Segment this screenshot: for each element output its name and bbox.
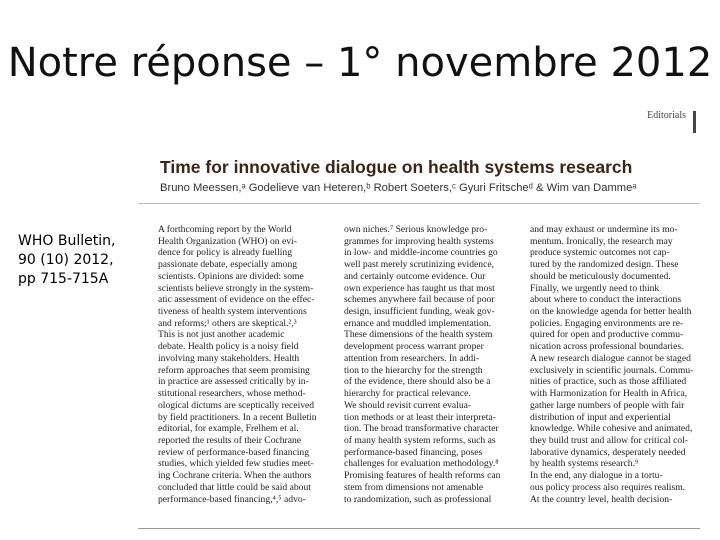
article-text-line: This is not just another academic — [158, 329, 285, 341]
citation-line-journal: WHO Bulletin, — [18, 233, 116, 249]
article-text-line: A forthcoming report by the World — [158, 224, 292, 235]
article-text-line: tion methods or at least their interpreta- — [344, 411, 496, 423]
article-text-line: they build trust and allow for critical col- — [530, 434, 688, 446]
article-text-line: and certainly outcome evidence. Our — [344, 270, 486, 282]
article-text-line: ernance and muddled implementation. — [344, 317, 492, 329]
article-text-line: and reforms;¹ others are skeptical.²,³ — [158, 317, 297, 329]
article-text-line: Promising features of health reforms can — [344, 470, 501, 482]
article-text-line: editorial, for example, Frelhem et al. — [158, 423, 299, 435]
article-text-line: reform approaches that seem promising — [158, 364, 310, 376]
article-text-line: passionate debate, especially among — [158, 259, 298, 271]
article-text-line: about where to conduct the interactions — [530, 294, 682, 306]
article-text-line: tured by the randomized design. These — [530, 259, 679, 271]
article-text-line: own niches.⁷ Serious knowledge pro- — [344, 224, 488, 235]
article-text-line: design, insufficient funding, weak gov- — [344, 306, 495, 318]
article-text-line: by field practitioners. In a recent Bulletin — [158, 411, 317, 423]
article-text-line: nication across professional boundaries. — [530, 341, 684, 353]
section-label: Editorials — [647, 110, 686, 121]
article-column-3 — [530, 224, 700, 505]
article-text-line: performance-based financing,⁴,⁵ advo- — [158, 493, 306, 505]
article-text-line: of the evidence, there should also be a — [344, 376, 491, 388]
article-text-line: exclusively in scientific journals. Commu- — [530, 364, 694, 376]
citation-line-volume: 90 (10) 2012, — [18, 252, 114, 268]
article-text-line: tion to the hierarchy for the strength — [344, 364, 483, 376]
article-text-line: ological dictums are sceptically received — [158, 399, 315, 411]
article-text-line: concluded that little could be said about — [158, 481, 311, 493]
article-text-line: by health systems research.⁹ — [530, 458, 639, 470]
article-text-line: should be meticulously documented. — [530, 270, 671, 282]
article-text-line: tiveness of health system interventions — [158, 306, 307, 318]
article-text-line: reported the results of their Cochrane — [158, 434, 302, 446]
article-text-line: Finally, we urgently need to think — [530, 282, 660, 294]
article-text-line: ing Cochrane criteria. When the authors — [158, 470, 312, 482]
article-text-line: dence for policy is already fuelling — [158, 247, 292, 259]
article-column-1 — [158, 224, 334, 505]
header-rule — [138, 203, 700, 204]
article-text-line: atic assessment of evidence on the effec- — [158, 294, 315, 306]
article-column-2 — [344, 224, 520, 505]
article-text-line: quired for open and productive commu- — [530, 329, 684, 341]
article-text-line: policies. Engaging environments are re- — [530, 317, 684, 329]
article-text-line: At the country level, health decision- — [530, 493, 673, 505]
section-bar — [693, 111, 696, 133]
article-text-line: A new research dialogue cannot be staged — [530, 352, 691, 364]
article-text-line: in practice are assessed critically by in- — [158, 376, 309, 388]
article-text-line: stitutional researchers, whose method- — [158, 388, 306, 400]
article-text-line: laborative dynamics, desperately needed — [530, 446, 686, 458]
article-text-line: debate. Health policy is a noisy field — [158, 341, 299, 353]
article-text-line: These dimensions of the health system — [344, 329, 493, 341]
article-text-line: knowledge. While cohesive and animated, — [530, 423, 693, 435]
article-text-line: in low- and middle-income countries go — [344, 247, 498, 259]
article-text-line: review of performance-based financing — [158, 446, 310, 458]
article-text-line: distribution of input and experiential — [530, 411, 671, 423]
article-text-line: on the knowledge agenda for better health — [530, 306, 692, 318]
article-text-line: development process warrant proper — [344, 341, 484, 353]
article-text-line: mentum. Ironically, the research may — [530, 235, 673, 247]
article-text-line: and may exhaust or undermine its mo- — [530, 224, 678, 235]
article-text-line: involving many stakeholders. Health — [158, 352, 300, 364]
article-text-line: ous policy process also requires realism. — [530, 481, 686, 493]
article-title: Time for innovative dialogue on health systems research — [160, 157, 633, 177]
article-text-line: scientists. Opinions are divided: some — [158, 270, 304, 282]
article-text-line: studies, which yielded few studies meet- — [158, 458, 314, 470]
article-text-line: Health Organization (WHO) on evi- — [158, 235, 297, 247]
article-text-line: well past merely scrutinizing evidence, — [344, 259, 494, 271]
article-text-line: challenges for evaluation methodology.⁸ — [344, 458, 499, 470]
citation-caption — [18, 232, 138, 289]
article-text-line: with Harmonization for Health in Africa, — [530, 388, 688, 400]
slide-title: Notre réponse – 1° novembre 2012 — [7, 40, 713, 86]
article-text-line: scientists believe strongly in the system- — [158, 282, 314, 294]
article-text-line: We should revisit current evalua- — [344, 399, 472, 411]
article-authors: Bruno Meessen,ᵃ Godelieve van Heteren,ᵇ Robert Soeters,ᶜ Gyuri Fritscheᵈ & Wim van Dammeᵃ — [160, 182, 637, 194]
article-text-line: nities of practice, such as those affiliated — [530, 376, 687, 388]
article-text-line: schemes anywhere fail because of poor — [344, 294, 495, 306]
article-text-line: attention from researchers. In addi- — [344, 352, 480, 364]
article-text-line: gather large numbers of people with fair — [530, 399, 685, 411]
article-text-line: grammes for improving health systems — [344, 235, 494, 247]
article-text-line: stem from dimensions not amenable — [344, 481, 484, 493]
article-text-line: to randomization, such as professional — [344, 493, 492, 505]
article-text-line: of many health system reforms, such as — [344, 434, 496, 446]
bottom-rule — [138, 528, 700, 529]
article-text-line: produce systemic outcomes not cap- — [530, 247, 670, 259]
citation-line-pages: pp 715-715A — [18, 271, 109, 287]
article-scan — [138, 105, 700, 535]
article-text-line: tion. The broad transformative character — [344, 423, 499, 435]
article-text-line: own experience has taught us that most — [344, 282, 495, 294]
article-text-line: hierarchy for practical relevance. — [344, 388, 471, 400]
article-text-line: performance-based financing, poses — [344, 446, 483, 458]
article-text-line: In the end, any dialogue in a tortu- — [530, 470, 663, 482]
